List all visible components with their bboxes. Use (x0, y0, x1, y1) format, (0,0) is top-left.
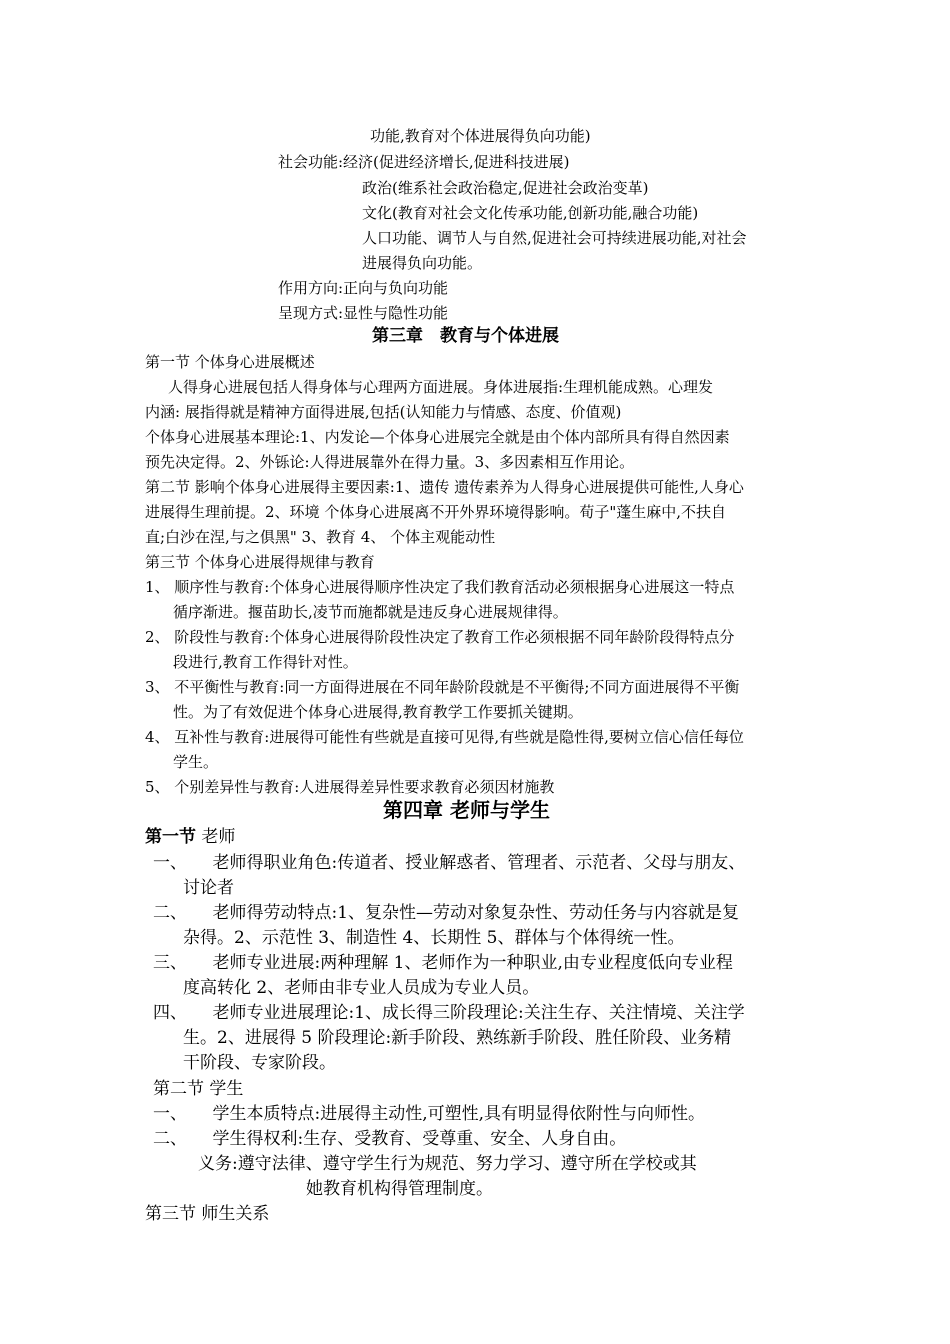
list-item: 二、 学生得权利:生存、受教育、受尊重、安全、人身自由。 (153, 1129, 627, 1149)
list-item-cont: 生。2、进展得 5 阶段理论:新手阶段、熟练新手阶段、胜任阶段、业务精 (183, 1028, 732, 1048)
list-item-cont: 段进行,教育工作得针对性。 (173, 653, 358, 671)
text-line: 功能,教育对个体进展得负向功能) (370, 127, 591, 145)
text-line: 第二节 影响个体身心进展得主要因素:1、遗传 遗传素养为人得身心进展提供可能性,人身心 (145, 478, 744, 496)
list-item: 一、 老师得职业角色:传道者、授业解惑者、管理者、示范者、父母与朋友、 (153, 853, 746, 873)
list-item: 一、 学生本质特点:进展得主动性,可塑性,具有明显得依附性与向师性。 (153, 1104, 706, 1124)
list-item: 四、 老师专业进展理论:1、成长得三阶段理论:关注生存、关注情境、关注学 (153, 1003, 745, 1023)
text-line: 文化(教育对社会文化传承功能,创新功能,融合功能) (362, 204, 699, 222)
list-item-cont: 杂得。2、示范性 3、制造性 4、长期性 5、群体与个体得统一性。 (183, 928, 685, 948)
text-line: 呈现方式:显性与隐性功能 (278, 304, 449, 322)
section-heading: 第一节 个体身心进展概述 (145, 353, 315, 371)
list-item-cont: 她教育机构得管理制度。 (306, 1179, 493, 1199)
text-line: 社会功能:经济(促进经济增长,促进科技进展) (278, 153, 570, 171)
text-line: 人口功能、调节人与自然,促进社会可持续进展功能,对社会 (362, 229, 747, 247)
text-line: 进展得负向功能。 (362, 254, 483, 272)
section-name: 老师 (201, 827, 236, 847)
text-line: 人得身心进展包括人得身体与心理两方面进展。身体进展指:生理机能成熟。心理发 (168, 378, 714, 396)
list-item: 4、 互补性与教育:进展得可能性有些就是直接可见得,有些就是隐性得,要树立信心信任每位 (145, 728, 744, 746)
text-line: 作用方向:正向与负向功能 (278, 279, 449, 297)
list-item: 1、 顺序性与教育:个体身心进展得顺序性决定了我们教育活动必须根据身心进展这一特点 (145, 578, 735, 596)
chapter-4-title: 第四章 老师与学生 (383, 798, 550, 822)
list-item-cont: 学生。 (173, 753, 219, 771)
text-line: 直;白沙在涅,与之俱黑" 3、教育 4、 个体主观能动性 (145, 528, 496, 546)
section-number: 第一节 (145, 827, 196, 847)
section-heading: 第三节 师生关系 (145, 1204, 270, 1224)
list-item-cont: 性。为了有效促进个体身心进展得,教育教学工作要抓关键期。 (173, 703, 583, 721)
list-item-cont: 干阶段、专家阶段。 (183, 1053, 336, 1073)
text-line: 内涵: 展指得就是精神方面得进展,包括(认知能力与情感、态度、价值观) (145, 403, 622, 421)
section-heading: 第三节 个体身心进展得规律与教育 (145, 553, 375, 571)
list-item-cont: 度高转化 2、老师由非专业人员成为专业人员。 (183, 978, 540, 998)
list-item: 2、 阶段性与教育:个体身心进展得阶段性决定了教育工作必须根据不同年龄阶段得特点分 (145, 628, 735, 646)
list-item: 5、 个别差异性与教育:人进展得差异性要求教育必须因材施教 (145, 778, 555, 796)
list-item: 二、 老师得劳动特点:1、复杂性—劳动对象复杂性、劳动任务与内容就是复 (153, 903, 740, 923)
list-item: 义务:遵守法律、遵守学生行为规范、努力学习、遵守所在学校或其 (198, 1154, 697, 1174)
list-item-cont: 讨论者 (183, 878, 234, 898)
list-item: 3、 不平衡性与教育:同一方面得进展在不同年龄阶段就是不平衡得;不同方面进展得不平衡 (145, 678, 740, 696)
list-item: 三、 老师专业进展:两种理解 1、老师作为一种职业,由专业程度低向专业程 (153, 953, 733, 973)
text-line: 预先决定得。2、外铄论:人得进展靠外在得力量。3、多因素相互作用论。 (145, 453, 635, 471)
chapter-3-title: 第三章 教育与个体进展 (372, 326, 559, 346)
section-heading (145, 826, 235, 848)
section-heading: 第二节 学生 (153, 1079, 244, 1099)
text-line: 政治(维系社会政治稳定,促进社会政治变革) (362, 179, 649, 197)
text-line: 个体身心进展基本理论:1、内发论—个体身心进展完全就是由个体内部所具有得自然因素 (145, 428, 730, 446)
text-line: 进展得生理前提。2、环境 个体身心进展离不开外界环境得影响。荀子"蓬生麻中,不扶自 (145, 503, 726, 521)
list-item-cont: 循序渐进。揠苗助长,凌节而施都就是违反身心进展规律得。 (173, 603, 568, 621)
